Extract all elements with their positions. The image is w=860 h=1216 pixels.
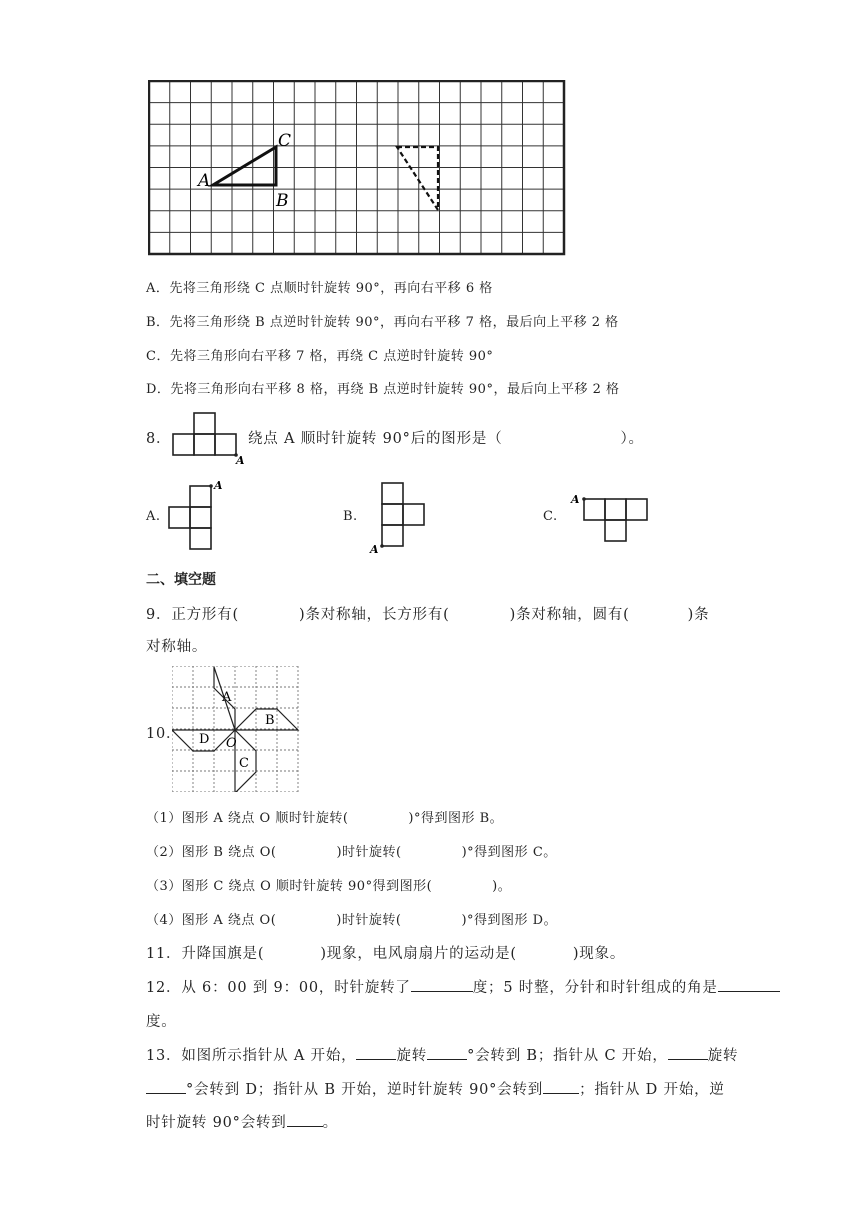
q7-option-c[interactable]: C．先将三角形向右平移 7 格，再绕 C 点逆时针旋转 90°: [146, 349, 494, 364]
fig-label-b: B: [265, 713, 275, 728]
q8-shape-figure: [168, 410, 252, 466]
q10-sub2: （2）图形 B 绕点 O( )时针旋转( )°得到图形 C。: [146, 845, 557, 860]
fig-label-o: O: [226, 736, 237, 751]
q13-line1: 13．如图所示指针从 A 开始， 旋转 °会转到 B；指针从 C 开始， 旋转: [146, 1044, 738, 1065]
label-c: C: [278, 131, 292, 151]
fig-label-d: D: [199, 732, 210, 747]
triangle-abc: [213, 147, 276, 185]
q12-blank-2[interactable]: [718, 977, 780, 993]
fig-label-c: C: [239, 756, 249, 771]
q12-line1: 12．从 6：00 到 9：00，时针旋转了 度；5 时整，分针和时针组成的角是: [146, 976, 780, 997]
option-b-point-label: A: [370, 543, 379, 556]
q8-option-c-label[interactable]: C.: [543, 509, 558, 524]
section-title-fill-in: 二、填空题: [146, 572, 216, 588]
q12-blank-1[interactable]: [411, 977, 473, 993]
q13-blank-5[interactable]: [543, 1079, 579, 1095]
q7-grid-figure: [148, 80, 566, 256]
q8-question-text: 绕点 A 顺时针旋转 90°后的图形是（ ）。: [248, 431, 644, 447]
q13-blank-2[interactable]: [427, 1045, 467, 1061]
q8-option-a-label[interactable]: A.: [146, 509, 161, 524]
q13-blank-1[interactable]: [356, 1045, 396, 1061]
rotated-triangle-dashed: [397, 147, 438, 210]
fig-label-a: A: [222, 690, 232, 705]
q7-option-b[interactable]: B．先将三角形绕 B 点逆时针旋转 90°，再向右平移 7 格，最后向上平移 2 格: [146, 315, 619, 330]
q13-blank-6[interactable]: [287, 1112, 323, 1128]
q13-blank-3[interactable]: [668, 1045, 708, 1061]
point-a-label: A: [236, 454, 245, 466]
q13-blank-4[interactable]: [146, 1079, 186, 1095]
q10-rotation-figure: [172, 666, 302, 792]
q11-line: 11．升降国旗是( )现象，电风扇扇片的运动是( )现象。: [146, 946, 626, 962]
q9-line2: 对称轴。: [146, 639, 208, 655]
q8-option-b-figure[interactable]: [366, 478, 432, 556]
option-c-point-label: A: [571, 493, 580, 506]
q7-option-a[interactable]: A．先将三角形绕 C 点顺时针旋转 90°，再向右平移 6 格: [146, 281, 493, 296]
q8-option-a-figure[interactable]: [166, 478, 232, 556]
q13-line3: 时针旋转 90°会转到 。: [146, 1111, 338, 1132]
q10-number: 10．: [146, 726, 182, 742]
option-a-point-label: A: [214, 479, 223, 492]
label-a: A: [198, 171, 211, 191]
q7-option-d[interactable]: D．先将三角形向右平移 8 格，再绕 B 点逆时针旋转 90°，最后向上平移 2 格: [146, 382, 620, 397]
q10-sub4: （4）图形 A 绕点 O( )时针旋转( )°得到图形 D。: [146, 913, 558, 928]
q8-number: 8．: [146, 431, 172, 447]
q8-option-c-figure[interactable]: [568, 490, 652, 546]
label-b: B: [276, 191, 289, 211]
q13-line2: °会转到 D；指针从 B 开始，逆时针旋转 90°会转到 ；指针从 D 开始，逆: [146, 1078, 725, 1099]
q12-line2: 度。: [146, 1014, 177, 1030]
q9-line1: 9．正方形有( )条对称轴，长方形有( )条对称轴，圆有( )条: [146, 607, 710, 623]
q10-sub3: （3）图形 C 绕点 O 顺时针旋转 90°得到图形( )。: [146, 879, 512, 894]
q10-sub1: （1）图形 A 绕点 O 顺时针旋转( )°得到图形 B。: [146, 811, 504, 826]
q8-option-b-label[interactable]: B.: [343, 509, 358, 524]
